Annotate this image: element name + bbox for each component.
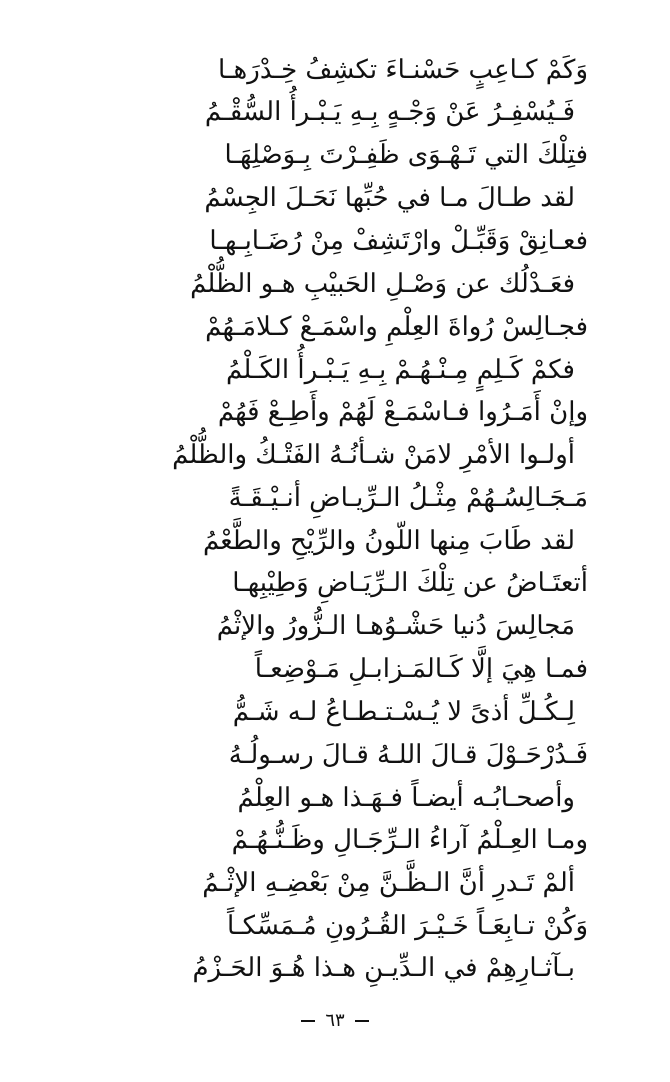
verse-line: فَـدُرْحَـوْلَ قـالَ اللـهُ قـالَ رسـولُـهُ — [228, 740, 588, 770]
verse-line: فَـيُسْفِـرُ عَنْ وَجْـهٍ بِـهِ يَـبْـرأُ السُّقْـمُ — [204, 97, 575, 127]
page-number — [0, 1010, 670, 1031]
verse-line: فكمْ كَـلِمٍ مِـنْـهُـمْ بِـهِ يَـبْـرأُ الكَـلْمُ — [226, 355, 575, 385]
page-number-value: ٦٣ — [325, 1010, 345, 1031]
verse-line: أولـوا الأمْرِ لامَنْ شـأنُـهُ الفَتْـكُ والظُّلْمُ — [172, 440, 575, 470]
verse-line: ألمْ تَـدرِ أنَّ الـظَّـنَّ مِنْ بَعْضِـهِ الإثْـمُ — [202, 868, 575, 898]
verse-line: مَجالِسَ دُنيا حَشْـوُهـا الـزُّورُ والإثْمُ — [216, 611, 575, 641]
verse-line: وإنْ أَمَـرُوا فـاسْمَـعْ لَهُمْ وأَطِـعْ فَهُمْ — [217, 397, 588, 427]
verse-line: فجـالِسْ رُواةَ العِلْمِ واسْمَـعْ كـلامَـهُمْ — [205, 312, 588, 342]
verse-line: مَـجَـالِسُـهُمْ مِثْـلُ الـرِّيـاضِ أنـيْـقَـةً — [228, 483, 588, 513]
verse-line: ومـا العِـلْمُ آراءُ الـرِّجَـالِ وظَـنُّـهُـمْ — [231, 825, 588, 855]
verse-line: وَكَمْ كـاعِبٍ حَسْنـاءَ تكشِفُ خِـدْرَهـا — [218, 55, 588, 85]
dash-left — [355, 1020, 369, 1022]
dash-right — [301, 1020, 315, 1022]
verse-line: لقد طَابَ مِنها اللّونُ والرِّيْحِ والطَّعْمُ — [202, 526, 575, 556]
verse-line: لقد طـالَ مـا في حُبِّها نَحَـلَ الجِسْمُ — [204, 183, 575, 213]
verse-line: فعـانِقْ وَقَبِّـلْ وارْتَشِفْ مِنْ رُضَـابِـهـا — [209, 226, 588, 256]
verse-line: وَكُنْ تـابِعَـاً خَـيْـرَ القُـرُونِ مُـمَسِّكـاً — [227, 911, 588, 941]
verse-line: وأصحـابُـه أيضـاً فـهَـذا هـو العِلْمُ — [237, 783, 575, 813]
verse-line: بـآثـارِهِمْ في الـدِّيـنِ هـذا هُـوَ الحَـزْمُ — [192, 953, 575, 983]
verse-line: فتِلْكَ التي تَـهْـوَى ظَفِـرْتَ بِـوَصْلِهَـا — [224, 140, 588, 170]
verse-line: لِـكُـلِّ أذىً لا يُـسْـتـطـاعُ لـه شَـمُّ — [232, 697, 575, 727]
verse-line: فمـا هِيَ إلَّا كَـالمَـزابـلِ مَـوْضِعـاً — [254, 654, 588, 684]
verse-line: أتعتَـاضُ عن تِلْكَ الـرِّيَـاضِ وَطِيْبِهـا — [232, 568, 588, 598]
verse-line: فعَـدْلُك عن وَصْـلِ الحَبيْبِ هـو الظُّلْمُ — [190, 269, 575, 299]
